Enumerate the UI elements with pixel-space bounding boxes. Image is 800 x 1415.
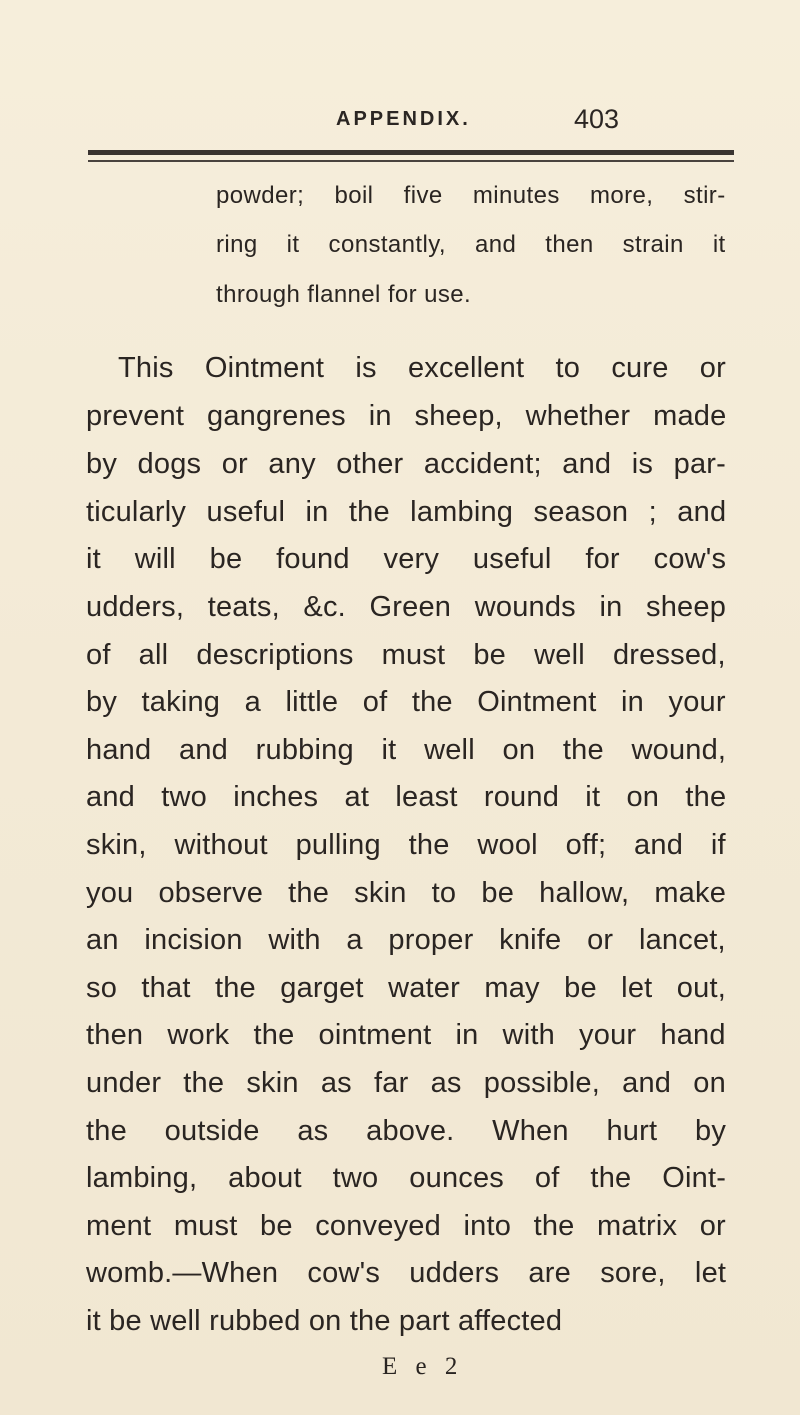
header-rule-thick	[88, 150, 734, 155]
text-line: the outside as above. When hurt by	[86, 1115, 727, 1147]
text-line: udders, teats, &c. Green wounds in sheep	[86, 591, 727, 623]
text-line: ticularly useful in the lambing season ; and	[86, 496, 727, 528]
text-line: it will be found very useful for cow's	[86, 543, 727, 575]
text-line: under the skin as far as possible, and on	[86, 1067, 726, 1099]
text-line: lambing, about two ounces of the Oint-	[86, 1162, 727, 1194]
text-line: you observe the skin to be hallow, make	[86, 877, 727, 909]
signature-mark: E e 2	[382, 1353, 464, 1380]
text-line: prevent gangrenes in sheep, whether made	[86, 400, 727, 432]
text-line: through flannel for use.	[216, 281, 472, 308]
running-head	[0, 104, 800, 144]
text-line: by taking a little of the Ointment in your	[86, 686, 726, 718]
text-line: it be well rubbed on the part affected	[86, 1305, 563, 1337]
text-line: by dogs or any other accident; and is par-	[86, 448, 726, 480]
text-line: hand and rubbing it well on the wound,	[86, 734, 727, 766]
text-line: of all descriptions must be well dressed,	[86, 639, 726, 671]
text-line: so that the garget water may be let out,	[86, 972, 726, 1004]
text-line: ment must be conveyed into the matrix or	[86, 1210, 726, 1242]
page-number: 403	[574, 104, 620, 134]
text-line: then work the ointment in with your hand	[86, 1019, 726, 1051]
running-head-title: APPENDIX.	[336, 108, 471, 130]
text-line: ring it constantly, and then strain it	[216, 231, 726, 258]
text-line: skin, without pulling the wool off; and if	[86, 829, 726, 861]
text-line: and two inches at least round it on the	[86, 781, 727, 813]
text-line: an incision with a proper knife or lancet,	[86, 924, 726, 956]
text-line: This Ointment is excellent to cure or	[118, 352, 726, 384]
header-rule-thin	[88, 160, 734, 162]
text-line: powder; boil five minutes more, stir-	[216, 182, 726, 209]
text-line: womb.—When cow's udders are sore, let	[86, 1257, 727, 1289]
